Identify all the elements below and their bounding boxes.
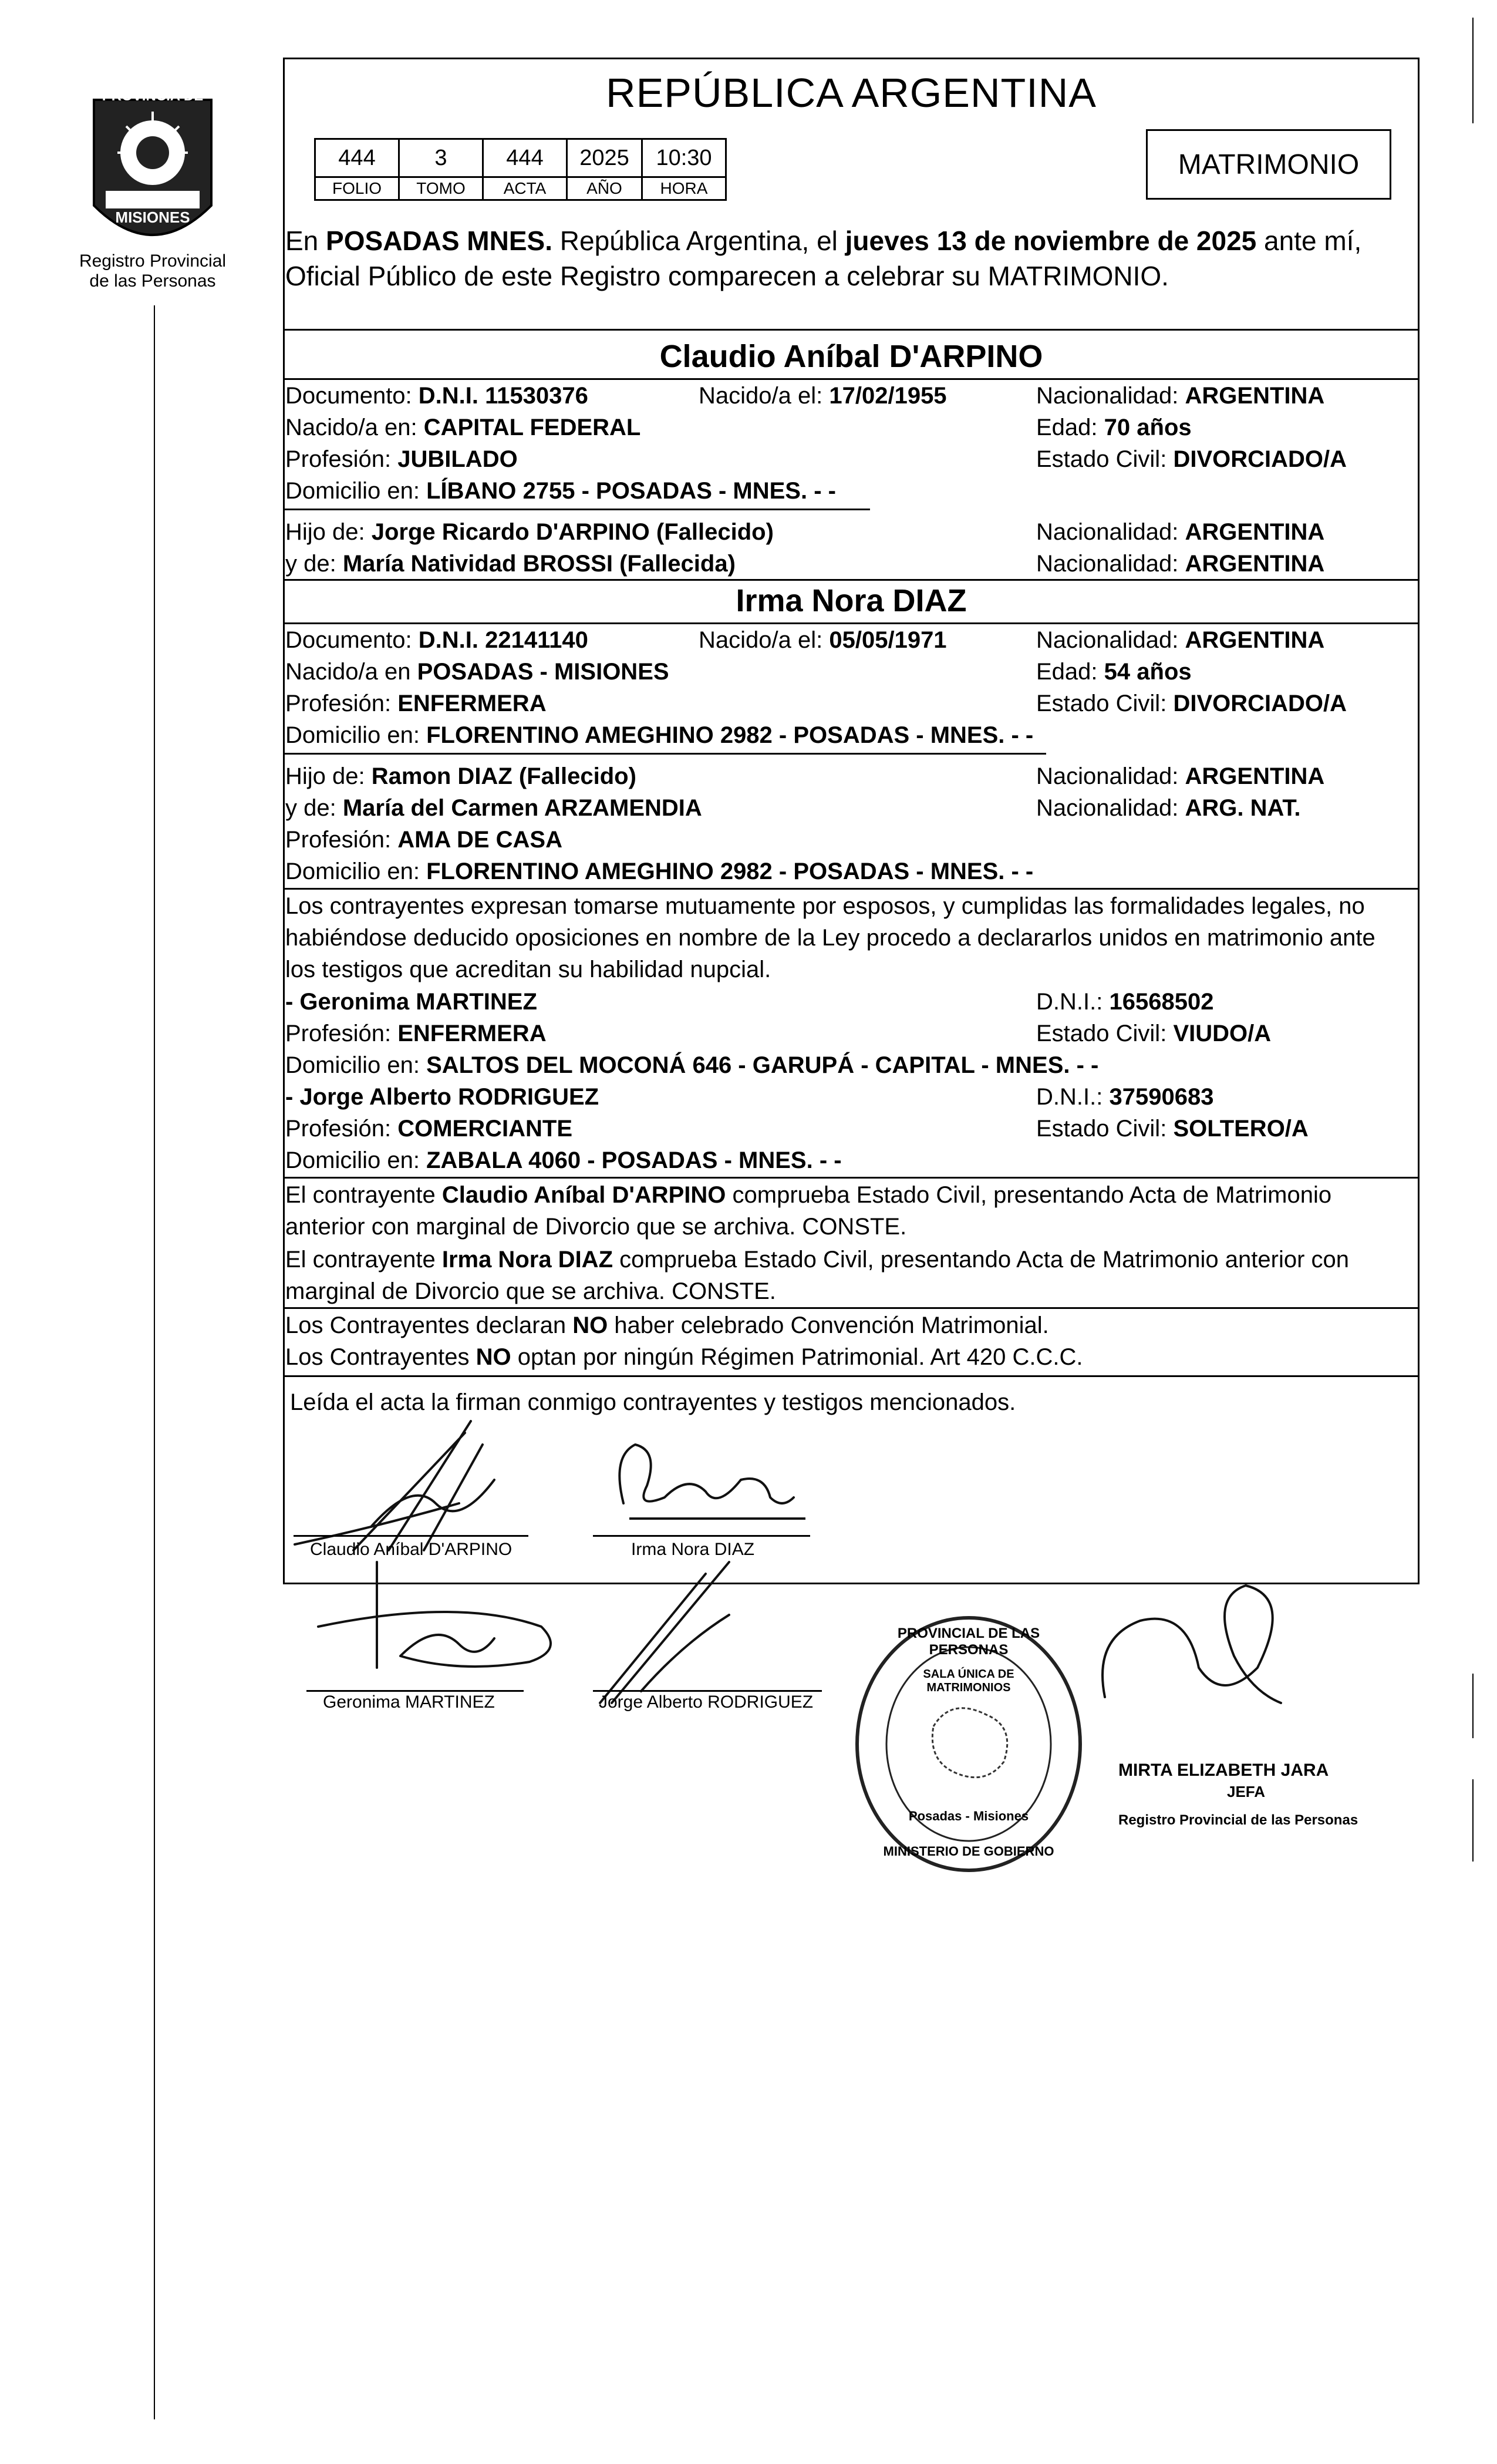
intro-date: jueves 13 de noviembre de 2025 bbox=[845, 225, 1257, 256]
witness1-dni: D.N.I.: 16568502 bbox=[1036, 989, 1214, 1015]
spouse1-civil-status: Estado Civil: DIVORCIADO/A bbox=[1036, 446, 1347, 472]
divider bbox=[283, 888, 1420, 890]
spouse1-name: Claudio Aníbal D'ARPINO bbox=[659, 339, 1043, 374]
spouse2-father-nationality: Nacionalidad: ARGENTINA bbox=[1036, 763, 1325, 789]
sig-label-jorge: Jorge Alberto RODRIGUEZ bbox=[599, 1692, 814, 1712]
signature-official bbox=[1102, 1586, 1281, 1703]
seal-inner-text: SALA ÚNICA DE MATRIMONIOS bbox=[923, 1668, 1014, 1694]
spouse2-age: Edad: 54 años bbox=[1036, 659, 1192, 685]
signature-geronima bbox=[318, 1562, 551, 1668]
registry-caption bbox=[53, 251, 252, 291]
divider bbox=[283, 753, 1046, 755]
sig-label-irma: Irma Nora DIAZ bbox=[631, 1540, 755, 1559]
right-margin-mark bbox=[1472, 1779, 1474, 1862]
country-title: REPÚBLICA ARGENTINA bbox=[606, 70, 1097, 116]
spouse2-mother-nationality: Nacionalidad: ARG. NAT. bbox=[1036, 795, 1301, 821]
hour-label: HORA bbox=[642, 177, 726, 200]
divider bbox=[283, 509, 870, 510]
official-org: Registro Provincial de las Personas bbox=[1118, 1812, 1358, 1828]
signature-line bbox=[306, 1690, 524, 1692]
emblem-bottom-text: MISIONES bbox=[115, 208, 190, 226]
spouse2-nationality: Nacionalidad: ARGENTINA bbox=[1036, 627, 1325, 653]
seal-text: PROVINCIAL DE LAS PERSONAS bbox=[897, 1625, 1040, 1658]
divider bbox=[283, 1177, 1420, 1179]
witness2-name: - Jorge Alberto RODRIGUEZ bbox=[285, 1084, 599, 1110]
spouse2-mother: y de: María del Carmen ARZAMENDIA bbox=[285, 795, 702, 821]
provincial-emblem bbox=[82, 88, 223, 270]
divider bbox=[283, 622, 1420, 624]
folio-value: 444 bbox=[315, 139, 399, 177]
spouse2-father: Hijo de: Ramon DIAZ (Fallecido) bbox=[285, 763, 636, 789]
conventions: Los Contrayentes declaran NO haber celebrado Convención Matrimonial. Los Contrayentes NO optan por ningún Régimen Patrimonial. Art 420 C.C.C. bbox=[285, 1312, 1083, 1370]
registry-caption-line1: Registro Provincial bbox=[79, 251, 227, 271]
intro-paragraph bbox=[285, 223, 1415, 294]
spouse1-mother-nationality: Nacionalidad: ARGENTINA bbox=[1036, 551, 1325, 577]
declaration-paragraph bbox=[285, 890, 1414, 985]
witness1-address: Domicilio en: SALTOS DEL MOCONÁ 646 - GARUPÁ - CAPITAL - MNES. - - bbox=[285, 1052, 1099, 1078]
spouse1-birthplace: Nacido/a en: CAPITAL FEDERAL bbox=[285, 415, 641, 440]
spouse2-civil-status: Estado Civil: DIVORCIADO/A bbox=[1036, 691, 1347, 716]
signature-line bbox=[593, 1690, 822, 1692]
signature-claudio bbox=[295, 1421, 494, 1550]
seal-city: Posadas - Misiones bbox=[908, 1809, 1029, 1823]
spouse2-mother-profession: Profesión: AMA DE CASA bbox=[285, 827, 562, 853]
spouse1-nationality: Nacionalidad: ARGENTINA bbox=[1036, 383, 1325, 409]
intro-text: ante mí, bbox=[1256, 225, 1362, 256]
divider bbox=[283, 329, 1420, 331]
spouse2-mother-address: Domicilio en: FLORENTINO AMEGHINO 2982 - POSADAS - MNES. - - bbox=[285, 859, 1034, 884]
witness2-civil-status: Estado Civil: SOLTERO/A bbox=[1036, 1116, 1309, 1142]
registry-caption-line2: de las Personas bbox=[89, 271, 216, 291]
official-name: MIRTA ELIZABETH JARA bbox=[1118, 1761, 1329, 1780]
spouse2-name: Irma Nora DIAZ bbox=[736, 583, 967, 618]
witness2-address: Domicilio en: ZABALA 4060 - POSADAS - MNES. - - bbox=[285, 1147, 842, 1173]
spouse1-profession: Profesión: JUBILADO bbox=[285, 446, 518, 472]
civil-proof-2: El contrayente Irma Nora DIAZ comprueba Estado Civil, presentando Acta de Matrimonio anterior con marginal de Divorcio que se archiva. CONSTE. bbox=[285, 1247, 1350, 1304]
spouse1-age: Edad: 70 años bbox=[1036, 415, 1192, 440]
spouse1-address: Domicilio en: LÍBANO 2755 - POSADAS - MNES. - - bbox=[285, 478, 836, 504]
declaration-line: los testigos que acreditan su habilidad nupcial. bbox=[285, 957, 771, 982]
intro-text: En bbox=[285, 225, 326, 256]
emblem-top-text: PROVINCIA DE bbox=[102, 88, 204, 104]
spouse2-address: Domicilio en: FLORENTINO AMEGHINO 2982 - POSADAS - MNES. - - bbox=[285, 722, 1034, 748]
witness2-dni: D.N.I.: 37590683 bbox=[1036, 1084, 1214, 1110]
official-title: JEFA bbox=[1227, 1783, 1266, 1800]
spouse1-birthdate: Nacido/a el: 17/02/1955 bbox=[699, 383, 947, 409]
spouse1-mother: y de: María Natividad BROSSI (Fallecida) bbox=[285, 551, 736, 577]
right-margin-mark bbox=[1472, 18, 1474, 123]
acta-label: ACTA bbox=[483, 177, 567, 200]
intro-place: POSADAS MNES. bbox=[326, 225, 552, 256]
spouse2-profession: Profesión: ENFERMERA bbox=[285, 691, 547, 716]
record-table bbox=[314, 138, 727, 201]
folio-label: FOLIO bbox=[315, 177, 399, 200]
act-type-box: MATRIMONIO bbox=[1146, 129, 1391, 200]
divider bbox=[283, 1375, 1420, 1377]
spouse2-birthplace: Nacido/a en POSADAS - MISIONES bbox=[285, 659, 669, 685]
sig-label-claudio: Claudio Aníbal D'ARPINO bbox=[310, 1540, 513, 1559]
declaration-line: habiéndose deducido oposiciones en nombre de la Ley procedo a declararlos unidos en matrimonio ante bbox=[285, 925, 1375, 951]
spouse2-birthdate: Nacido/a el: 05/05/1971 bbox=[699, 627, 947, 653]
seal-bottom: MINISTERIO DE GOBIERNO bbox=[883, 1844, 1054, 1859]
right-margin-mark bbox=[1472, 1674, 1474, 1738]
left-margin-line bbox=[154, 305, 155, 2419]
witness1-name: - Geronima MARTINEZ bbox=[285, 989, 537, 1015]
civil-proof-1: El contrayente Claudio Aníbal D'ARPINO comprueba Estado Civil, presentando Acta de Matrimonio anterior con marginal de Divorcio que se archiva. CONSTE. bbox=[285, 1182, 1332, 1240]
spouse1-father-nationality: Nacionalidad: ARGENTINA bbox=[1036, 519, 1325, 545]
spouse1-document: Documento: D.N.I. 11530376 bbox=[285, 383, 588, 409]
acta-value: 444 bbox=[483, 139, 567, 177]
intro-text: República Argentina, el bbox=[552, 225, 845, 256]
signature-line bbox=[294, 1535, 528, 1537]
sig-label-geronima: Geronima MARTINEZ bbox=[323, 1692, 495, 1712]
intro-line2: Oficial Público de este Registro comparecen a celebrar su MATRIMONIO. bbox=[285, 261, 1169, 291]
year-label: AÑO bbox=[567, 177, 642, 200]
divider bbox=[283, 378, 1420, 380]
witness2-profession: Profesión: COMERCIANTE bbox=[285, 1116, 573, 1142]
signature-jorge bbox=[600, 1562, 729, 1703]
tomo-value: 3 bbox=[399, 139, 483, 177]
spouse1-father: Hijo de: Jorge Ricardo D'ARPINO (Fallecido) bbox=[285, 519, 774, 545]
declaration-line: Los contrayentes expresan tomarse mutuamente por esposos, y cumplidas las formalidades legales, no bbox=[285, 893, 1365, 919]
tomo-label: TOMO bbox=[399, 177, 483, 200]
signature-irma bbox=[619, 1445, 794, 1503]
divider bbox=[283, 1307, 1420, 1309]
signature-line bbox=[593, 1535, 810, 1537]
closing-text: Leída el acta la firman conmigo contrayentes y testigos mencionados. bbox=[290, 1389, 1016, 1415]
divider bbox=[283, 579, 1420, 581]
witness1-profession: Profesión: ENFERMERA bbox=[285, 1021, 547, 1046]
year-value: 2025 bbox=[567, 139, 642, 177]
spouse2-document: Documento: D.N.I. 22141140 bbox=[285, 627, 588, 653]
hour-value: 10:30 bbox=[642, 139, 726, 177]
witness1-civil-status: Estado Civil: VIUDO/A bbox=[1036, 1021, 1272, 1046]
